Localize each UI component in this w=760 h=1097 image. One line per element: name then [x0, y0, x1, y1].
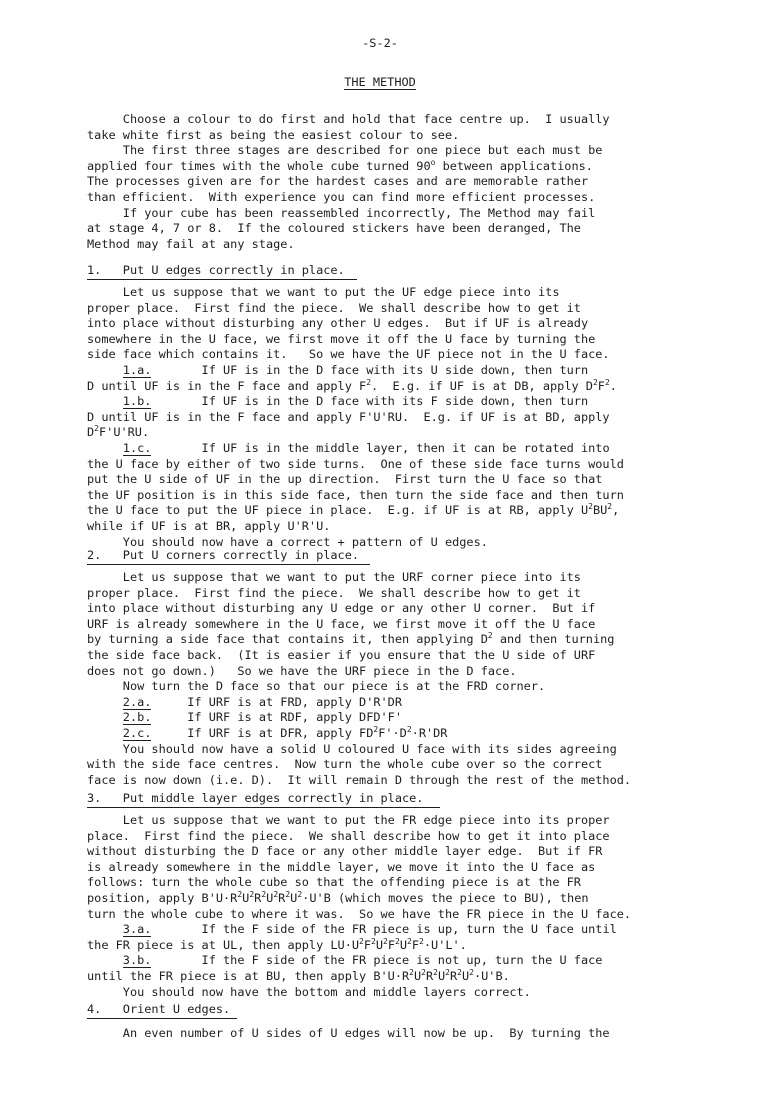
section-1-body: Let us suppose that we want to put the UF edge piece into its proper place. First find the piece. We shall describe how to get it into place without disturbing any other U edges. But if UF is already somewhere in the U face, we first move it off the U face by turning the side face which contains it. So we have the UF piece not in the U face. 1.a. If UF is in the D face with its U side down, then turn D until UF is in the F face and apply $F^2$. E.g. if UF is at DB, apply $D^2F^2$. 1.b. If UF is in the D face with its F side down, then turn D until UF is in the F face and apply F'U'RU. E.g. if UF is at BD, apply $D^2F'U'RU$. 1.c. If UF is in the middle layer, then it can be rotated into the U face by either of two side turns. One of these side face turns would put the U side of UF in the up direction. First turn the U face so that the UF position is in this side face, then turn the side face and then turn the U face to put the UF piece in place. E.g. if UF is at RB, apply $U^2BU^2$, while if UF is at BR, apply U'R'U. You should now have a correct + pattern of U edges. — [87, 285, 624, 549]
case-2a-label: 2.a. — [122, 694, 152, 709]
page-title-text: THE METHOD — [344, 75, 416, 89]
intro-paragraph: Choose a colour to do first and hold that face centre up. I usually take white first as being the easiest colour to see. The first three stages are described for one piece but each must be applied four times with the whole cube turned 90$^o$ between applications. The processes given are for the hardest cases and are memorable rather than efficient. With experience you can find more efficient processes. If your cube has been reassembled incorrectly, The Method may fail at stage 4, 7 or 8. If the coloured stickers have been deranged, The Method may fail at any stage. — [87, 112, 610, 251]
section-3-rule — [87, 807, 440, 808]
case-2c-label: 2.c. — [122, 725, 152, 740]
section-3-heading: 3. Put middle layer edges correctly in place. — [87, 791, 424, 805]
case-1b-label: 1.b. — [122, 394, 152, 409]
case-2b-label: 2.b. — [122, 710, 152, 725]
section-2-body: Let us suppose that we want to put the URF corner piece into its proper place. First find the piece. We shall describe how to get it into place without disturbing any U edge or any other U corner. But if URF is already somewhere in the U face, we first move it off the U face by turning a side face that contains it, then applying $D^2$ and then turning the side face back. (It is easier if you ensure that the U side of URF does not go down.) So we have the URF piece in the D face. Now turn the D face so that our piece is at the FRD corner. 2.a. If URF is at FRD, apply D'R'DR 2.b. If URF is at RDF, apply DFD'F' 2.c. If URF is at DFR, apply $FD^2F'\cdot D^2\cdot R'DR$ You should now have a solid U coloured U face with its sides agreeing with the side face centres. Now turn the whole cube over so the correct face is now down (i.e. D). It will remain D through the rest of the method. — [87, 570, 632, 787]
case-3a-label: 3.a. — [122, 922, 152, 937]
section-1-rule — [87, 279, 357, 280]
section-4-body: An even number of U sides of U edges will now be up. By turning the — [87, 1026, 610, 1040]
page-title — [0, 75, 760, 89]
section-4-heading: 4. Orient U edges. — [87, 1002, 231, 1016]
section-2-rule — [87, 564, 370, 565]
case-1c-label: 1.c. — [122, 440, 152, 455]
section-2-heading: 2. Put U corners correctly in place. — [87, 548, 360, 562]
case-1a-label: 1.a. — [122, 362, 152, 377]
section-4-rule — [87, 1018, 237, 1019]
page-number: -S-2- — [362, 36, 398, 50]
section-3-body: Let us suppose that we want to put the FR edge piece into its proper place. First find the piece. We shall describe how to get it into place without disturbing the D face or any other middle layer edge. But if FR is already somewhere in the middle layer, we move it into the U face as follows: turn the whole cube so that the offending piece is at the FR position, apply $B'U\cdot R^2U^2R^2U^2R^2U^2\cdot U'B$ (which moves the piece to BU), then turn the whole cube to where it was. So we have the FR piece in the U face. 3.a. If the F side of the FR piece is up, turn the U face until the FR piece is at UL, then apply $LU\cdot U^2F^2U^2F^2U^2F^2\cdot U'L'$. 3.b. If the F side of the FR piece is not up, turn the U face until the FR piece is at BU, then apply $B'U\cdot R^2U^2R^2U^2R^2U^2\cdot U'B$. You should now have the bottom and middle layers correct. — [87, 813, 632, 999]
section-1-heading: 1. Put U edges correctly in place. — [87, 263, 345, 277]
case-3b-label: 3.b. — [122, 953, 152, 968]
